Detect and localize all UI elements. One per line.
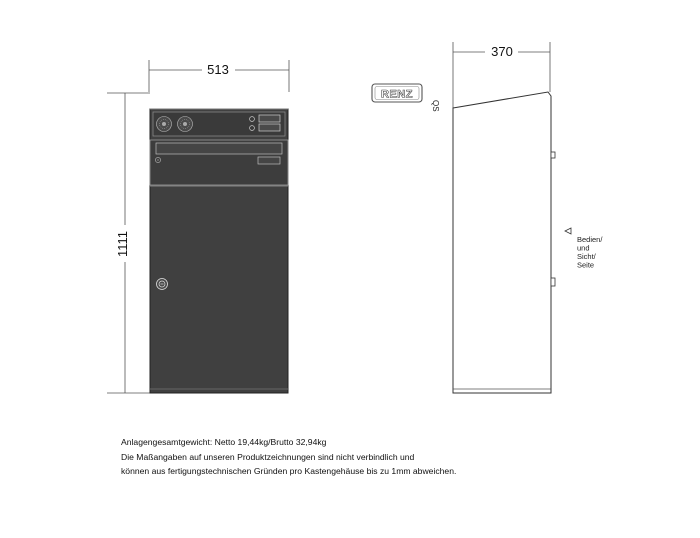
mail-slot xyxy=(156,143,282,154)
height-dimension-label: 1111 xyxy=(115,230,130,258)
depth-dimension-label: 370 xyxy=(491,44,513,59)
disclaimer-line1: Die Maßangaben auf unseren Produktzeichnungen sind nicht verbindlich und xyxy=(121,451,415,462)
logo-text: RENZ xyxy=(381,88,413,101)
width-dimension-label: 513 xyxy=(207,62,229,77)
side-label-line1: Bedien/ xyxy=(577,235,603,244)
name-plate xyxy=(258,157,280,164)
disclaimer-line2: können aus fertigungstechnischen Gründen pro Kastengehäuse bis zu 1mm abweichen. xyxy=(121,466,457,476)
speaker-grille-right xyxy=(178,117,193,132)
qs-mark: QS xyxy=(431,100,440,112)
speaker-grille-left xyxy=(157,117,172,132)
side-hinge-top xyxy=(551,152,555,158)
front-view xyxy=(107,60,289,393)
side-label-line2: und xyxy=(577,243,590,253)
lock-icon xyxy=(157,279,168,290)
side-label-line3: Sicht/ xyxy=(577,252,596,261)
side-profile xyxy=(453,92,551,393)
triangle-marker-icon xyxy=(565,228,571,234)
weight-note: Anlagengesamtgewicht: Netto 19,44kg/Brutto 32,94kg xyxy=(121,437,327,447)
renz-logo xyxy=(372,84,422,102)
side-hinge-bottom xyxy=(551,278,555,286)
side-label-line4: Seite xyxy=(577,260,595,270)
side-view xyxy=(453,42,603,393)
notes-block xyxy=(121,435,456,479)
